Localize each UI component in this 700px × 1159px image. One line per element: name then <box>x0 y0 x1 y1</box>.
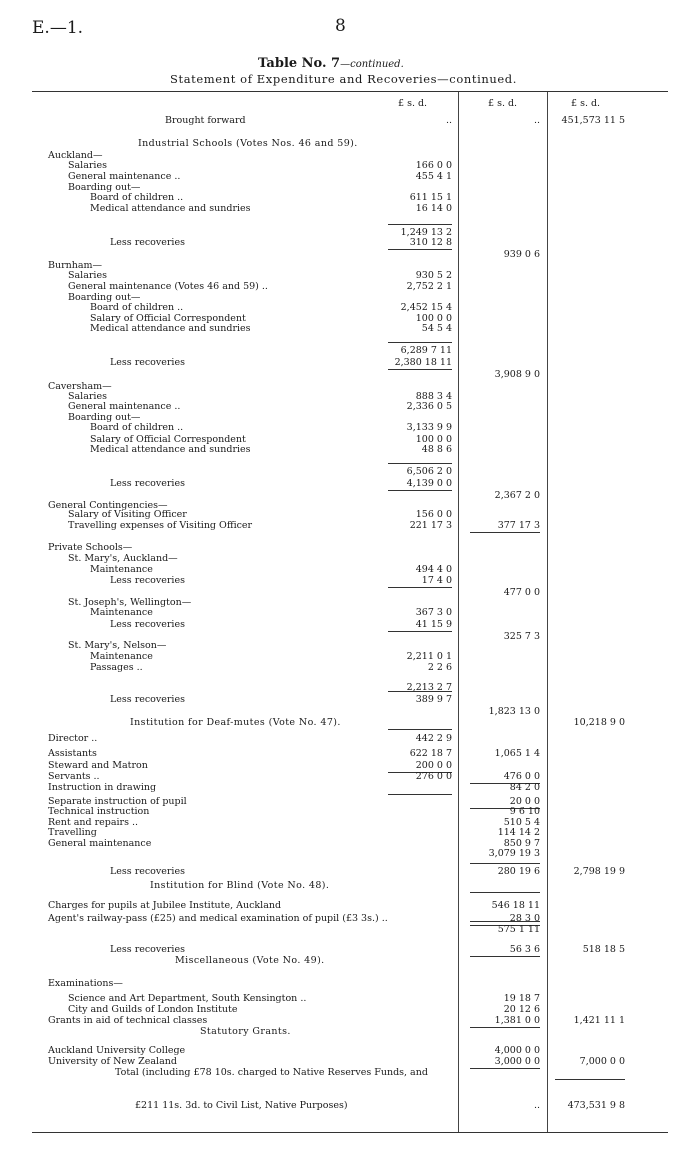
sum-rule <box>388 224 452 225</box>
amount-c1: 4,139 0 0 <box>406 478 452 489</box>
top-rule <box>32 91 668 92</box>
row-label: Servants .. <box>48 771 100 782</box>
amount-c3: 518 18 5 <box>582 944 625 955</box>
amount-c2: 19 18 7 <box>503 993 540 1004</box>
table-title-text: Table No. 7 <box>258 56 341 71</box>
amount-c2: 114 14 2 <box>497 827 540 838</box>
amount-c1: 2 2 6 <box>427 662 452 673</box>
amount-c1: 16 14 0 <box>415 203 452 214</box>
row-label: Examinations— <box>48 978 123 989</box>
amount-c1: 2,380 18 11 <box>394 357 452 368</box>
bottom-rule <box>32 1132 668 1133</box>
amount-c1: 166 0 0 <box>415 160 452 171</box>
amount-c2: 575 1 11 <box>497 924 540 935</box>
row-label: Medical attendance and sundries <box>90 444 251 455</box>
row-label: Less recoveries <box>110 357 185 368</box>
amount-c1: .. <box>445 115 452 126</box>
amount-c1: 494 4 0 <box>415 564 452 575</box>
amount-c2: 377 17 3 <box>497 520 540 531</box>
amount-c1: 100 0 0 <box>415 434 452 445</box>
amount-c2: 546 18 11 <box>491 900 540 911</box>
row-label: Salary of Official Correspondent <box>90 434 246 445</box>
amount-c3: 2,798 19 9 <box>573 866 625 877</box>
row-label: Maintenance <box>90 607 153 618</box>
subtotal-rule <box>388 631 452 632</box>
row-label: Brought forward <box>165 115 246 126</box>
amount-c1: 1,249 13 2 <box>400 227 452 238</box>
amount-c3: 7,000 0 0 <box>579 1056 625 1067</box>
section-heading: Institution for Deaf-mutes (Vote No. 47). <box>130 717 341 728</box>
row-label: Maintenance <box>90 651 153 662</box>
row-label: Science and Art Department, South Kensington .. <box>68 993 307 1004</box>
amount-c1: 2,452 15 4 <box>400 302 452 313</box>
amount-c1: 41 15 9 <box>415 619 452 630</box>
amount-c1: 930 5 2 <box>415 270 452 281</box>
amount-c1: 6,289 7 11 <box>400 345 452 356</box>
document-code: E.—1. <box>32 18 84 38</box>
amount-c1: 276 0 0 <box>415 771 452 782</box>
row-label: Auckland— <box>48 150 103 161</box>
row-label: Auckland University College <box>48 1045 186 1056</box>
row-label: Assistants <box>48 748 97 759</box>
subtotal-rule <box>388 249 452 250</box>
amount-c2: 84 2 0 <box>509 782 540 793</box>
amount-c1: 6,506 2 0 <box>406 466 452 477</box>
amount-c1: 888 3 4 <box>415 391 452 402</box>
row-label: Charges for pupils at Jubilee Institute, Auckland <box>48 900 282 911</box>
table-title <box>258 56 404 71</box>
amount-c2: 325 7 3 <box>503 631 540 642</box>
amount-c2: 476 0 0 <box>503 771 540 782</box>
row-label: Grants in aid of technical classes <box>48 1015 208 1026</box>
amount-c1: 367 3 0 <box>415 607 452 618</box>
row-label: Less recoveries <box>110 694 185 705</box>
row-label: Salary of Visiting Officer <box>68 509 187 520</box>
subtotal-rule <box>470 1068 540 1069</box>
subtotal-rule <box>470 1027 540 1028</box>
subtotal-rule <box>470 956 540 957</box>
sum-rule <box>388 342 452 343</box>
row-label: General maintenance .. <box>68 171 181 182</box>
amount-c1: 2,211 0 1 <box>406 651 452 662</box>
column-divider-1 <box>458 92 459 1132</box>
section-heading: Miscellaneous (Vote No. 49). <box>175 955 325 966</box>
amount-c3: 451,573 11 5 <box>561 115 625 126</box>
amount-c2: 20 0 0 <box>509 796 540 807</box>
amount-c1: 2,336 0 5 <box>406 401 452 412</box>
subtotal-rule <box>388 729 452 730</box>
amount-c1: 156 0 0 <box>415 509 452 520</box>
row-label: General maintenance (Votes 46 and 59) .. <box>68 281 268 292</box>
row-label: Less recoveries <box>110 619 185 630</box>
amount-c2: 28 3 0 <box>509 913 540 924</box>
amount-c2: 1,823 13 0 <box>488 706 540 717</box>
row-label: £211 11s. 3d. to Civil List, Native Purposes) <box>135 1100 348 1111</box>
row-label: Salaries <box>68 270 107 281</box>
row-label: Less recoveries <box>110 866 185 877</box>
row-label: Salary of Official Correspondent <box>90 313 246 324</box>
subtotal-rule <box>388 587 452 588</box>
amount-c1: 389 9 7 <box>415 694 452 705</box>
sum-rule <box>470 863 540 864</box>
section-heading: Statutory Grants. <box>200 1026 291 1037</box>
row-label: Total (including £78 10s. charged to Native Reserves Funds, and <box>115 1067 428 1078</box>
row-label: Passages .. <box>90 662 143 673</box>
row-label: General maintenance <box>48 838 152 849</box>
amount-c2: 3,000 0 0 <box>494 1056 540 1067</box>
row-label: City and Guilds of London Institute <box>68 1004 238 1015</box>
row-label: Travelling expenses of Visiting Officer <box>68 520 253 531</box>
row-label: Boarding out— <box>68 292 141 303</box>
amount-c2: .. <box>533 1100 540 1111</box>
amount-c1: 2,213 2 7 <box>406 682 452 693</box>
row-label: St. Mary's, Nelson— <box>68 640 167 651</box>
amount-c2: 939 0 6 <box>503 249 540 260</box>
row-label: Director .. <box>48 733 98 744</box>
sum-rule <box>388 463 452 464</box>
amount-c1: 17 4 0 <box>421 575 452 586</box>
row-label: General Contingencies— <box>48 500 168 511</box>
amount-c2: 20 12 6 <box>503 1004 540 1015</box>
row-label: Steward and Matron <box>48 760 148 771</box>
amount-c2: 3,908 9 0 <box>494 369 540 380</box>
amount-c2: 850 9 7 <box>503 838 540 849</box>
amount-c1: 54 5 4 <box>421 323 452 334</box>
subtotal-rule <box>470 892 540 893</box>
row-label: St. Joseph's, Wellington— <box>68 597 192 608</box>
amount-c3: 10,218 9 0 <box>573 717 625 728</box>
subtotal-rule <box>388 369 452 370</box>
amount-c2: 2,367 2 0 <box>494 490 540 501</box>
amount-c1: 310 12 8 <box>409 237 452 248</box>
amount-c2: 280 19 6 <box>497 866 540 877</box>
col3-header: £ s. d. <box>571 98 601 109</box>
row-label: University of New Zealand <box>48 1056 177 1067</box>
row-label: Salaries <box>68 391 107 402</box>
row-label: St. Mary's, Auckland— <box>68 553 178 564</box>
subtotal-rule <box>555 1079 625 1080</box>
row-label: Caversham— <box>48 381 112 392</box>
sum-rule <box>388 691 452 692</box>
amount-c3: 1,421 11 1 <box>573 1015 625 1026</box>
subtotal-rule <box>388 794 452 795</box>
amount-c2: 4,000 0 0 <box>494 1045 540 1056</box>
column-divider-2 <box>547 92 548 1132</box>
amount-c1: 221 17 3 <box>409 520 452 531</box>
col1-header: £ s. d. <box>398 98 428 109</box>
row-label: Travelling <box>48 827 97 838</box>
row-label: Medical attendance and sundries <box>90 323 251 334</box>
row-label: Salaries <box>68 160 107 171</box>
amount-c2: 56 3 6 <box>509 944 540 955</box>
statement-heading: Statement of Expenditure and Recoveries—continued. <box>170 72 517 86</box>
amount-c2: 477 0 0 <box>503 587 540 598</box>
row-label: Private Schools— <box>48 542 133 553</box>
amount-c3: 473,531 9 8 <box>567 1100 625 1111</box>
row-label: Board of children .. <box>90 302 184 313</box>
amount-c1: 611 15 1 <box>409 192 452 203</box>
amount-c1: 622 18 7 <box>409 748 452 759</box>
amount-c1: 3,133 9 9 <box>406 422 452 433</box>
row-label: Agent's railway-pass (£25) and medical examination of pupil (£3 3s.) .. <box>48 913 388 924</box>
amount-c1: 48 8 6 <box>421 444 452 455</box>
row-label: Medical attendance and sundries <box>90 203 251 214</box>
amount-c2: .. <box>533 115 540 126</box>
row-label: Boarding out— <box>68 412 141 423</box>
section-heading: Industrial Schools (Votes Nos. 46 and 59). <box>138 138 358 149</box>
row-label: Burnham— <box>48 260 103 271</box>
amount-c1: 100 0 0 <box>415 313 452 324</box>
row-label: Less recoveries <box>110 575 185 586</box>
row-label: Less recoveries <box>110 944 185 955</box>
amount-c1: 442 2 9 <box>415 733 452 744</box>
amount-c1: 200 0 0 <box>415 760 452 771</box>
row-label: Boarding out— <box>68 182 141 193</box>
col2-header: £ s. d. <box>488 98 518 109</box>
page-number: 8 <box>335 16 346 36</box>
amount-c1: 455 4 1 <box>415 171 452 182</box>
amount-c2: 1,065 1 4 <box>494 748 540 759</box>
row-label: Less recoveries <box>110 478 185 489</box>
row-label: Maintenance <box>90 564 153 575</box>
table-title-suffix: —continued. <box>340 59 404 70</box>
row-label: Separate instruction of pupil <box>48 796 187 807</box>
amount-c1: 2,752 2 1 <box>406 281 452 292</box>
amount-c2: 510 5 4 <box>503 817 540 828</box>
sum-rule <box>470 921 540 922</box>
row-label: Technical instruction <box>48 806 150 817</box>
row-label: Instruction in drawing <box>48 782 157 793</box>
subtotal-rule <box>388 490 452 491</box>
row-label: Rent and repairs .. <box>48 817 139 828</box>
amount-c2: 9 6 10 <box>509 806 540 817</box>
row-label: Less recoveries <box>110 237 185 248</box>
subtotal-rule <box>470 532 540 533</box>
amount-c2: 1,381 0 0 <box>494 1015 540 1026</box>
section-heading: Institution for Blind (Vote No. 48). <box>150 880 330 891</box>
row-label: General maintenance .. <box>68 401 181 412</box>
row-label: Board of children .. <box>90 192 184 203</box>
row-label: Board of children .. <box>90 422 184 433</box>
amount-c2: 3,079 19 3 <box>488 848 540 859</box>
